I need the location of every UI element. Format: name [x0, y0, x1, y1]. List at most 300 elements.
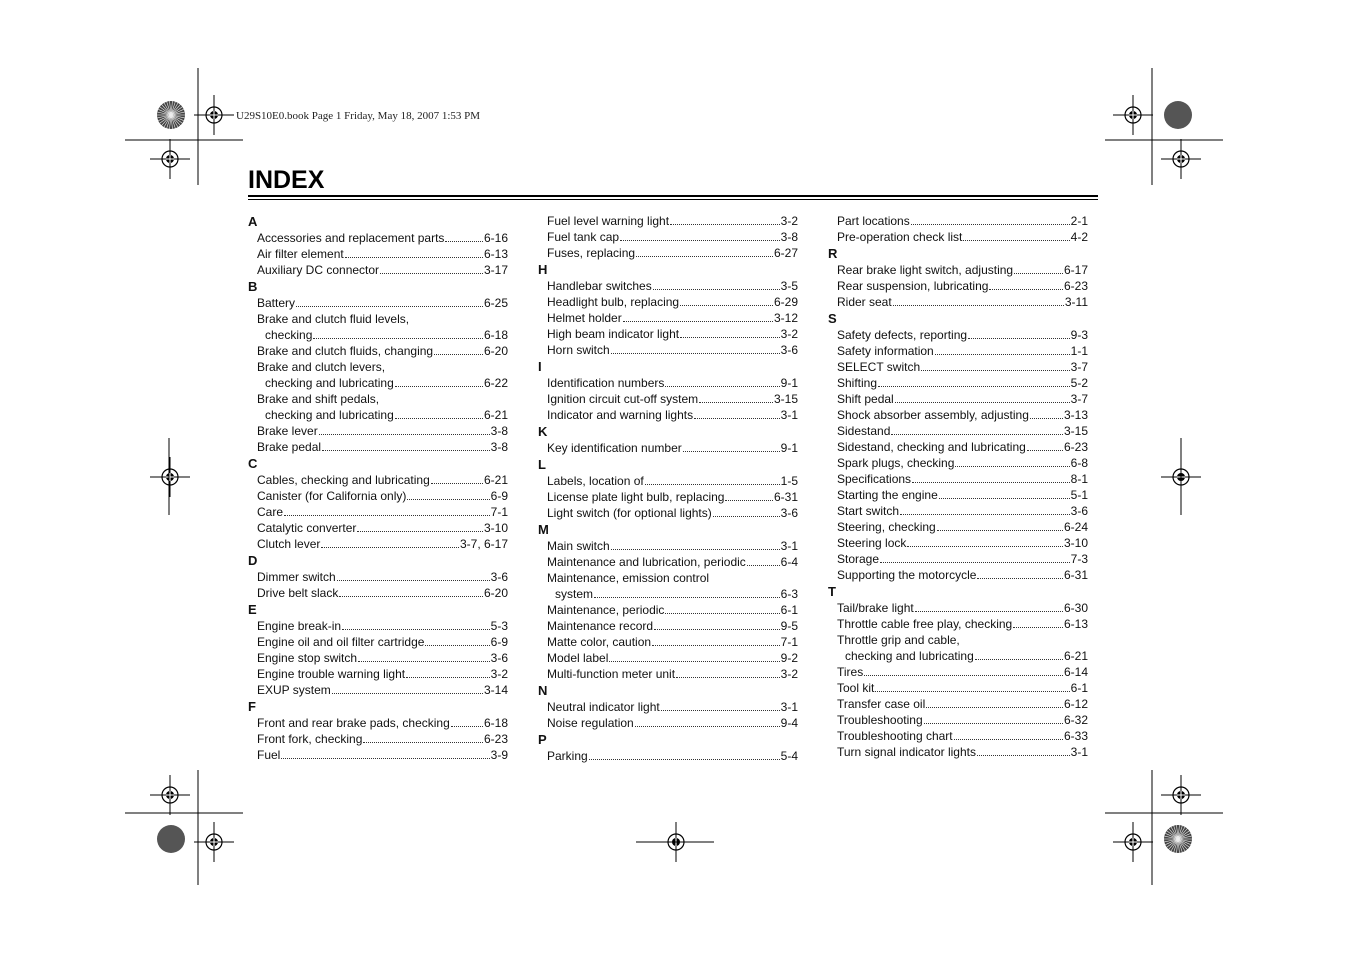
index-entry-text: Troubleshooting	[837, 713, 923, 727]
dot-leader	[699, 392, 773, 403]
index-entry	[248, 536, 508, 552]
index-entry	[538, 699, 798, 715]
index-entry	[248, 488, 508, 504]
index-entry	[538, 310, 798, 326]
index-entry-page: 3-9	[490, 748, 508, 762]
index-entry-text: Handlebar switches	[547, 279, 652, 293]
index-entry	[248, 618, 508, 634]
index-entry-text: Catalytic converter	[257, 521, 357, 535]
index-entry	[248, 375, 508, 391]
index-entry	[538, 586, 798, 602]
dot-leader	[963, 230, 1069, 241]
index-entry-page: 4-2	[1070, 230, 1088, 244]
index-entry	[538, 748, 798, 764]
index-entry	[828, 343, 1088, 359]
index-entry-page: 3-6	[1070, 504, 1088, 518]
index-entry-page: 9-4	[780, 716, 798, 730]
index-entry	[828, 616, 1088, 632]
dot-leader	[977, 745, 1070, 756]
dot-leader	[954, 729, 1063, 740]
dot-leader	[1013, 617, 1063, 628]
index-entry-page: 3-6	[490, 651, 508, 665]
index-entry-text: Canister (for California only)	[257, 489, 407, 503]
index-entry-page: 7-3	[1070, 552, 1088, 566]
index-entry-page: 1-5	[780, 474, 798, 488]
index-entry-page: 5-4	[780, 749, 798, 763]
index-entry-page: 6-24	[1063, 520, 1088, 534]
index-entry-text: Tool kit	[837, 681, 875, 695]
index-entry-page: 3-1	[1070, 745, 1088, 759]
index-entry-page: 3-7	[1070, 360, 1088, 374]
index-entry-page: 3-12	[773, 311, 798, 325]
index-entry-text: Key identification number	[547, 441, 682, 455]
index-entry-page: 6-8	[1070, 456, 1088, 470]
index-entry	[538, 213, 798, 229]
index-entry-text: Main switch	[547, 539, 610, 553]
index-entry	[538, 229, 798, 245]
index-entry-page: 3-7, 6-17	[459, 537, 508, 551]
index-section-letter: T	[828, 584, 836, 599]
index-entry	[538, 505, 798, 521]
index-entry-text: Model label	[547, 651, 609, 665]
index-entry-page: 6-12	[1063, 697, 1088, 711]
index-entry-page: 6-21	[483, 473, 508, 487]
index-entry-page: 3-8	[490, 424, 508, 438]
index-entry-text: Light switch (for optional lights)	[547, 506, 712, 520]
index-entry-text: Shock absorber assembly, adjusting	[837, 408, 1029, 422]
index-entry-text: Matte color, caution	[547, 635, 652, 649]
index-entry-page: 6-25	[483, 296, 508, 310]
index-entry	[538, 278, 798, 294]
index-entry-page: 6-31	[773, 490, 798, 504]
index-entry	[248, 569, 508, 585]
index-column-1	[248, 213, 508, 763]
index-section-letter: I	[538, 359, 542, 374]
index-entry-text: Headlight bulb, replacing	[547, 295, 680, 309]
index-entry-page: 3-7	[1070, 392, 1088, 406]
index-entry-text: Storage	[837, 552, 880, 566]
index-entry-text: Care	[257, 505, 284, 519]
index-entry	[248, 585, 508, 601]
index-entry-page: 3-2	[780, 214, 798, 228]
dot-leader	[445, 231, 483, 242]
index-entry-text: Battery	[257, 296, 296, 310]
index-entry	[248, 731, 508, 747]
dot-leader	[875, 681, 1069, 692]
dot-leader	[955, 456, 1069, 467]
index-entry-page: 6-17	[1063, 263, 1088, 277]
dot-leader	[989, 279, 1063, 290]
index-entry	[538, 391, 798, 407]
index-entry-page: 6-31	[1063, 568, 1088, 582]
index-entry-page: 1-1	[1070, 344, 1088, 358]
index-entry-text: License plate light bulb, replacing	[547, 490, 725, 504]
index-entry-page: 5-1	[1070, 488, 1088, 502]
index-entry	[828, 327, 1088, 343]
index-entry	[538, 342, 798, 358]
index-section-letter: F	[248, 699, 256, 714]
index-entry-text: Tires	[837, 665, 864, 679]
dot-leader	[337, 570, 490, 581]
dot-leader	[611, 343, 780, 354]
index-entry-text: Steering lock	[837, 536, 907, 550]
dot-leader	[281, 748, 489, 759]
index-entry-page: 3-8	[490, 440, 508, 454]
dot-leader	[594, 587, 780, 598]
dot-leader	[451, 716, 483, 727]
index-entry	[248, 715, 508, 731]
dot-leader	[322, 440, 490, 451]
index-entry	[538, 554, 798, 570]
index-entry-page: 6-13	[1063, 617, 1088, 631]
index-entry-page: 6-30	[1063, 601, 1088, 615]
index-entry	[828, 535, 1088, 551]
index-entry	[828, 567, 1088, 583]
index-entry	[828, 487, 1088, 503]
index-entry-text: Pre-operation check list	[837, 230, 963, 244]
dot-leader	[645, 474, 780, 485]
index-entry-text: Fuses, replacing	[547, 246, 636, 260]
index-entry-page: 3-6	[780, 506, 798, 520]
title-rule-thin	[248, 199, 1098, 200]
index-entry	[828, 519, 1088, 535]
index-section-letter: C	[248, 456, 258, 471]
index-entry-text: Auxiliary DC connector	[257, 263, 380, 277]
index-entry-page: 3-14	[483, 683, 508, 697]
index-entry-page: 6-33	[1063, 729, 1088, 743]
index-section-letter: L	[538, 457, 546, 472]
index-entry-page: 3-6	[780, 343, 798, 357]
dot-leader	[680, 327, 780, 338]
index-entry-text: Multi-function meter unit	[547, 667, 676, 681]
index-entry-page: 7-1	[490, 505, 508, 519]
dot-leader	[395, 408, 483, 419]
index-entry-text: Labels, location of	[547, 474, 644, 488]
dot-leader	[342, 619, 490, 630]
index-entry-text: Drive belt slack	[257, 586, 339, 600]
index-entry-page: 3-11	[1064, 295, 1088, 309]
index-entry-text: Tail/brake light	[837, 601, 914, 615]
dot-leader	[975, 649, 1063, 660]
page-title: INDEX	[248, 166, 325, 194]
index-entry-page: 6-23	[483, 732, 508, 746]
index-entry-text: Engine oil and oil filter cartridge	[257, 635, 425, 649]
index-entry-text: Brake pedal	[257, 440, 322, 454]
index-entry-page: 9-3	[1070, 328, 1088, 342]
index-entry-text: Front and rear brake pads, checking	[257, 716, 450, 730]
index-entry-text: checking and lubricating	[845, 649, 974, 663]
index-entry-heading: Brake and clutch levers,	[257, 360, 386, 374]
index-entry	[248, 423, 508, 439]
dot-leader	[937, 520, 1063, 531]
dot-leader	[296, 296, 483, 307]
dot-leader	[912, 472, 1070, 483]
index-entry-page: 5-3	[490, 619, 508, 633]
index-entry-page: 5-2	[1070, 376, 1088, 390]
index-entry-text: Horn switch	[547, 343, 610, 357]
dot-leader	[620, 230, 780, 241]
dot-leader	[363, 732, 483, 743]
index-entry-page: 8-1	[1070, 472, 1088, 486]
book-file-info: U29S10E0.book Page 1 Friday, May 18, 2007 1:53 PM	[236, 110, 481, 122]
dot-leader	[665, 376, 779, 387]
index-entry-page: 9-2	[780, 651, 798, 665]
index-section-letter: E	[248, 602, 257, 617]
dot-leader	[1014, 263, 1063, 274]
index-entry	[248, 682, 508, 698]
index-entry-text: system	[555, 587, 594, 601]
index-entry	[538, 602, 798, 618]
index-entry	[538, 538, 798, 554]
index-entry-page: 3-15	[773, 392, 798, 406]
index-entry-text: Fuel level warning light	[547, 214, 670, 228]
index-entry	[828, 471, 1088, 487]
index-entry	[248, 439, 508, 455]
index-entry-text: Troubleshooting chart	[837, 729, 953, 743]
dot-leader	[284, 505, 490, 516]
index-entry	[828, 278, 1088, 294]
index-entry-heading: Brake and clutch fluid levels,	[257, 312, 410, 326]
index-entry	[538, 715, 798, 731]
dot-leader	[977, 568, 1063, 579]
index-entry-page: 3-2	[490, 667, 508, 681]
index-entry	[538, 634, 798, 650]
index-entry	[248, 407, 508, 423]
index-entry	[538, 650, 798, 666]
index-entry-page: 3-5	[780, 279, 798, 293]
index-section-letter: K	[538, 424, 548, 439]
dot-leader	[1027, 440, 1063, 451]
index-entry	[538, 666, 798, 682]
index-entry	[828, 262, 1088, 278]
dot-leader	[915, 601, 1063, 612]
dot-leader	[321, 537, 459, 548]
index-entry-page: 9-1	[780, 376, 798, 390]
index-entry-text: Fuel tank cap	[547, 230, 620, 244]
index-entry-page: 6-21	[483, 408, 508, 422]
index-entry-heading: Throttle grip and cable,	[837, 633, 960, 647]
index-entry-text: checking and lubricating	[265, 376, 394, 390]
index-entry	[248, 472, 508, 488]
index-entry-text: checking and lubricating	[265, 408, 394, 422]
index-entry-text: Brake and clutch fluids, changing	[257, 344, 434, 358]
index-entry	[538, 245, 798, 261]
dot-leader	[434, 344, 483, 355]
index-entry-page: 6-14	[1063, 665, 1088, 679]
index-entry	[828, 712, 1088, 728]
index-entry-page: 6-22	[483, 376, 508, 390]
index-entry-text: Noise regulation	[547, 716, 634, 730]
index-entry	[248, 262, 508, 278]
dot-leader	[431, 473, 483, 484]
index-section-letter: H	[538, 262, 548, 277]
index-entry-text: Start switch	[837, 504, 900, 518]
index-entry	[828, 551, 1088, 567]
index-entry-page: 3-13	[1063, 408, 1088, 422]
index-entry	[828, 728, 1088, 744]
index-entry	[538, 489, 798, 505]
index-entry-text: Maintenance and lubrication, periodic	[547, 555, 746, 569]
index-entry	[828, 664, 1088, 680]
index-entry	[248, 520, 508, 536]
index-entry	[248, 343, 508, 359]
index-entry	[828, 213, 1088, 229]
index-entry	[538, 294, 798, 310]
dot-leader	[339, 586, 483, 597]
dot-leader	[878, 376, 1070, 387]
index-entry-page: 3-2	[780, 667, 798, 681]
index-entry-text: Shifting	[837, 376, 878, 390]
dot-leader	[725, 490, 773, 501]
dot-leader	[968, 328, 1070, 339]
index-entry-text: Sidestand, checking and lubricating	[837, 440, 1026, 454]
index-entry-text: Part locations	[837, 214, 910, 228]
index-entry-page: 6-3	[780, 587, 798, 601]
index-entry-text: SELECT switch	[837, 360, 921, 374]
dot-leader	[676, 667, 780, 678]
index-entry-page: 6-4	[780, 555, 798, 569]
index-entry-text: Helmet holder	[547, 311, 622, 325]
index-entry-text: checking	[265, 328, 313, 342]
dot-leader	[654, 619, 780, 630]
dot-leader	[358, 651, 490, 662]
index-entry	[828, 455, 1088, 471]
dot-leader	[406, 667, 490, 678]
dot-leader	[1030, 408, 1063, 419]
dot-leader	[635, 716, 780, 727]
index-entry	[248, 295, 508, 311]
dot-leader	[357, 521, 483, 532]
dot-leader	[652, 635, 780, 646]
index-entry	[828, 439, 1088, 455]
index-entry	[248, 246, 508, 262]
index-entry	[828, 375, 1088, 391]
index-entry	[538, 473, 798, 489]
index-entry	[248, 650, 508, 666]
index-entry-page: 6-1	[780, 603, 798, 617]
dot-leader	[313, 328, 483, 339]
index-entry-text: Safety defects, reporting	[837, 328, 968, 342]
dot-leader	[911, 214, 1070, 225]
index-entry	[538, 440, 798, 456]
index-entry-page: 3-1	[780, 700, 798, 714]
index-entry	[538, 326, 798, 342]
index-entry	[828, 229, 1088, 245]
index-entry-text: Accessories and replacement parts	[257, 231, 445, 245]
dot-leader	[661, 700, 780, 711]
index-entry	[248, 666, 508, 682]
index-entry-page: 6-9	[490, 635, 508, 649]
index-entry-page: 3-2	[780, 327, 798, 341]
index-entry-text: Maintenance, periodic	[547, 603, 665, 617]
dot-leader	[907, 536, 1063, 547]
index-entry	[828, 696, 1088, 712]
index-entry	[538, 407, 798, 423]
index-entry-text: Brake lever	[257, 424, 318, 438]
index-entry	[248, 634, 508, 650]
index-entry	[828, 294, 1088, 310]
dot-leader	[670, 214, 780, 225]
index-entry-text: Neutral indicator light	[547, 700, 660, 714]
index-entry	[828, 648, 1088, 664]
index-entry-text: Front fork, checking	[257, 732, 363, 746]
index-section-letter: N	[538, 683, 548, 698]
index-entry-text: Rear suspension, lubricating	[837, 279, 989, 293]
index-entry-page: 3-10	[1063, 536, 1088, 550]
index-entry-text: EXUP system	[257, 683, 331, 697]
index-entry-text: Sidestand	[837, 424, 891, 438]
index-section-letter: S	[828, 311, 837, 326]
dot-leader	[924, 713, 1063, 724]
index-entry-page: 6-29	[773, 295, 798, 309]
dot-leader	[893, 295, 1064, 306]
dot-leader	[611, 539, 780, 550]
dot-leader	[665, 603, 779, 614]
index-entry-text: Indicator and warning lights	[547, 408, 694, 422]
index-entry-text: Turn signal indicator lights	[837, 745, 976, 759]
dot-leader	[319, 424, 490, 435]
dot-leader	[623, 311, 773, 322]
index-entry-text: Supporting the motorcycle	[837, 568, 977, 582]
index-entry-text: Air filter element	[257, 247, 344, 261]
index-entry-text: Throttle cable free play, checking	[837, 617, 1013, 631]
index-entry-page: 6-9	[490, 489, 508, 503]
index-entry-page: 3-1	[780, 408, 798, 422]
dot-leader	[895, 392, 1070, 403]
dot-leader	[747, 555, 780, 566]
dot-leader	[921, 360, 1070, 371]
index-entry	[828, 680, 1088, 696]
index-entry-text: Rider seat	[837, 295, 892, 309]
index-entry-text: Engine trouble warning light	[257, 667, 406, 681]
index-entry-page: 6-20	[483, 586, 508, 600]
index-entry-text: Specifications	[837, 472, 912, 486]
index-entry-text: Maintenance record	[547, 619, 654, 633]
index-entry-page: 3-6	[490, 570, 508, 584]
index-entry-text: High beam indicator light	[547, 327, 680, 341]
index-column-2	[538, 213, 798, 764]
dot-leader	[609, 651, 779, 662]
index-entry-page: 3-17	[483, 263, 508, 277]
index-entry	[248, 327, 508, 343]
index-entry	[828, 423, 1088, 439]
index-entry-page: 6-13	[483, 247, 508, 261]
index-entry-page: 6-21	[1063, 649, 1088, 663]
index-entry-page: 3-8	[780, 230, 798, 244]
index-entry-text: Fuel	[257, 748, 281, 762]
index-entry	[828, 503, 1088, 519]
index-entry-text: Starting the engine	[837, 488, 938, 502]
index-entry-page: 7-1	[780, 635, 798, 649]
index-entry	[828, 600, 1088, 616]
dot-leader	[589, 749, 780, 760]
index-entry-page: 3-1	[780, 539, 798, 553]
color-registration-dot	[157, 825, 185, 853]
dot-leader	[935, 344, 1070, 355]
title-rule-thick	[248, 195, 1098, 197]
index-entry-page: 9-1	[780, 441, 798, 455]
dot-leader	[891, 424, 1063, 435]
index-entry-text: Engine break-in	[257, 619, 342, 633]
index-entry-text: Identification numbers	[547, 376, 665, 390]
dot-leader	[683, 441, 780, 452]
index-entry	[538, 375, 798, 391]
dot-leader	[880, 552, 1070, 563]
dot-leader	[680, 295, 773, 306]
index-entry-page: 9-5	[780, 619, 798, 633]
index-section-letter: R	[828, 246, 838, 261]
dot-leader	[332, 683, 483, 694]
